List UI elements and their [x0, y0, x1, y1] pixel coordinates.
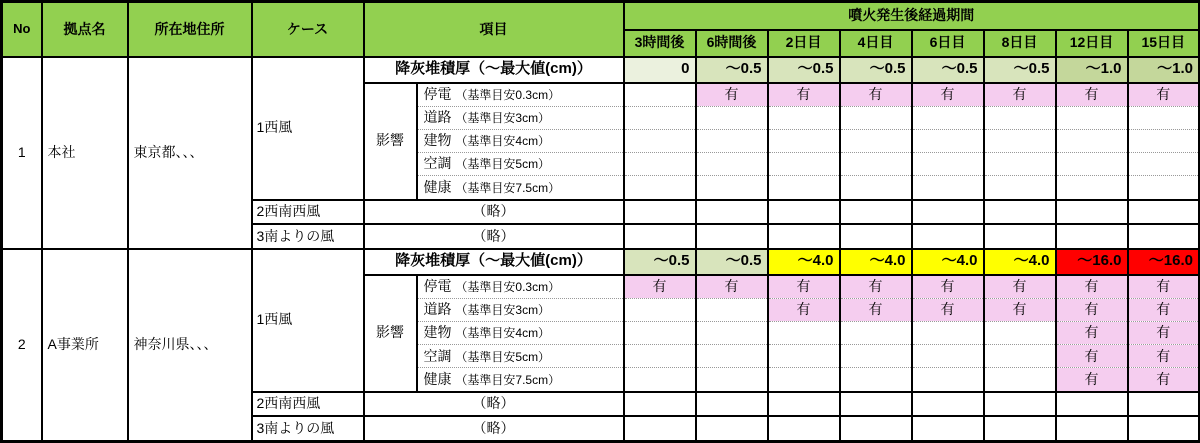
ashfall-row-label: 降灰堆積厚（～最大値(cm)）	[364, 57, 624, 83]
impact-mark-cell	[696, 322, 768, 345]
impact-mark-cell	[840, 130, 912, 153]
impact-mark-cell	[984, 130, 1056, 153]
ashfall-value-cell: ～1.0	[1128, 57, 1200, 83]
impact-item-name: 道路	[423, 301, 452, 318]
impact-mark-cell: 有	[840, 275, 912, 299]
period-cell	[984, 392, 1056, 417]
site-address: 神奈川県、、、	[128, 249, 252, 442]
impact-mark-cell	[768, 176, 840, 200]
impact-mark-cell	[624, 345, 696, 368]
impact-mark-cell	[624, 176, 696, 200]
impact-mark-cell	[912, 368, 984, 392]
period-cell	[1056, 416, 1128, 441]
header-no: No	[2, 2, 42, 57]
impact-item-criteria: （基準目安3cm）	[455, 303, 551, 318]
impact-mark-cell	[912, 176, 984, 200]
header-period-3h: 3時間後	[624, 30, 696, 57]
impact-mark-cell: 有	[1056, 345, 1128, 368]
impact-item-name: 停電	[423, 278, 452, 295]
impact-mark-cell	[912, 322, 984, 345]
ashfall-value-cell: 0	[624, 57, 696, 83]
header-period-day12: 12日目	[1056, 30, 1128, 57]
impact-mark-cell	[696, 153, 768, 176]
period-cell	[1128, 392, 1200, 417]
impact-mark-cell	[984, 322, 1056, 345]
period-cell	[1128, 416, 1200, 441]
impact-item-label	[417, 83, 624, 107]
impact-mark-cell: 有	[984, 298, 1056, 321]
impact-mark-cell	[624, 368, 696, 392]
ashfall-value-cell: ～0.5	[768, 57, 840, 83]
period-cell	[984, 200, 1056, 225]
impact-mark-cell: 有	[1056, 368, 1128, 392]
impact-item-criteria: （基準目安7.5cm）	[455, 180, 561, 195]
impact-mark-cell	[1128, 106, 1200, 129]
impact-mark-cell	[696, 345, 768, 368]
impact-mark-cell	[840, 153, 912, 176]
impact-mark-cell: 有	[840, 298, 912, 321]
impact-mark-cell: 有	[1128, 322, 1200, 345]
impact-mark-cell: 有	[768, 83, 840, 107]
impact-item-criteria: （基準目安7.5cm）	[455, 372, 561, 387]
period-cell	[624, 416, 696, 441]
ashfall-value-cell: ～0.5	[840, 57, 912, 83]
impact-mark-cell: 有	[696, 275, 768, 299]
header-period-day6: 6日目	[912, 30, 984, 57]
impact-mark-cell: 有	[912, 298, 984, 321]
impact-group-label: 影響	[364, 275, 417, 392]
impact-mark-cell	[696, 130, 768, 153]
ashfall-value-cell: ～0.5	[984, 57, 1056, 83]
impact-item-label	[417, 298, 624, 321]
period-cell	[624, 224, 696, 249]
impact-item-label	[417, 153, 624, 176]
period-cell	[696, 416, 768, 441]
period-cell	[624, 392, 696, 417]
impact-item-name: 空調	[423, 155, 452, 172]
ashfall-value-cell: ～4.0	[768, 249, 840, 275]
case-label: 2西南西風	[252, 392, 364, 417]
header-item: 項目	[364, 2, 624, 57]
impact-group-label: 影響	[364, 83, 417, 200]
impact-mark-cell	[1056, 130, 1128, 153]
impact-item-label	[417, 368, 624, 392]
impact-mark-cell	[696, 106, 768, 129]
impact-mark-cell: 有	[912, 83, 984, 107]
ashfall-value-cell: ～0.5	[624, 249, 696, 275]
case-label: 3南よりの風	[252, 416, 364, 441]
period-cell	[912, 224, 984, 249]
impact-mark-cell: 有	[1128, 368, 1200, 392]
impact-item-label	[417, 106, 624, 129]
impact-item-label	[417, 322, 624, 345]
omitted-cell: （略）	[364, 224, 624, 249]
impact-item-criteria: （基準目安5cm）	[455, 157, 551, 172]
impact-mark-cell	[696, 298, 768, 321]
row-no: 2	[2, 249, 42, 442]
header-period-group: 噴火発生後経過期間	[624, 2, 1200, 30]
impact-item-criteria: （基準目安0.3cm）	[455, 88, 561, 103]
impact-mark-cell: 有	[1056, 275, 1128, 299]
impact-mark-cell	[912, 153, 984, 176]
period-cell	[840, 224, 912, 249]
impact-mark-cell: 有	[624, 275, 696, 299]
ashfall-value-cell: ～4.0	[984, 249, 1056, 275]
period-cell	[768, 224, 840, 249]
impact-mark-cell	[768, 368, 840, 392]
header-case: ケース	[252, 2, 364, 57]
impact-item-name: 停電	[423, 86, 452, 103]
impact-mark-cell	[1056, 176, 1128, 200]
impact-mark-cell	[984, 176, 1056, 200]
impact-mark-cell	[984, 368, 1056, 392]
impact-mark-cell	[984, 106, 1056, 129]
impact-item-name: 建物	[423, 132, 452, 149]
impact-mark-cell	[1056, 106, 1128, 129]
impact-item-label	[417, 176, 624, 200]
impact-mark-cell	[840, 176, 912, 200]
period-cell	[768, 392, 840, 417]
impact-mark-cell: 有	[1128, 275, 1200, 299]
impact-mark-cell	[624, 83, 696, 107]
impact-mark-cell: 有	[696, 83, 768, 107]
impact-mark-cell	[768, 130, 840, 153]
period-cell	[840, 200, 912, 225]
impact-mark-cell: 有	[840, 83, 912, 107]
impact-mark-cell: 有	[1128, 345, 1200, 368]
impact-mark-cell	[1128, 176, 1200, 200]
period-cell	[840, 392, 912, 417]
ashfall-value-cell: ～16.0	[1056, 249, 1128, 275]
ashfall-value-cell: ～0.5	[696, 249, 768, 275]
impact-item-criteria: （基準目安5cm）	[455, 349, 551, 364]
impact-item-criteria: （基準目安4cm）	[455, 326, 551, 341]
impact-item-label	[417, 130, 624, 153]
period-cell	[1128, 200, 1200, 225]
impact-mark-cell: 有	[1056, 322, 1128, 345]
impact-mark-cell	[624, 322, 696, 345]
impact-item-label	[417, 275, 624, 299]
impact-mark-cell	[984, 345, 1056, 368]
impact-mark-cell	[840, 368, 912, 392]
impact-mark-cell	[624, 106, 696, 129]
impact-mark-cell	[840, 322, 912, 345]
header-period-6h: 6時間後	[696, 30, 768, 57]
impact-mark-cell	[768, 106, 840, 129]
period-cell	[696, 200, 768, 225]
case-label: 1西風	[252, 57, 364, 200]
impact-item-name: 健康	[423, 370, 452, 387]
impact-item-name: 道路	[423, 109, 452, 126]
ashfall-row-label: 降灰堆積厚（～最大値(cm)）	[364, 249, 624, 275]
period-cell	[984, 224, 1056, 249]
impact-mark-cell	[840, 106, 912, 129]
period-cell	[696, 392, 768, 417]
impact-item-criteria: （基準目安4cm）	[455, 134, 551, 149]
impact-item-name: 建物	[423, 324, 452, 341]
impact-mark-cell	[624, 153, 696, 176]
header-site: 拠点名	[42, 2, 128, 57]
period-cell	[1128, 224, 1200, 249]
impact-mark-cell	[624, 130, 696, 153]
impact-mark-cell: 有	[768, 275, 840, 299]
impact-mark-cell	[624, 298, 696, 321]
period-cell	[696, 224, 768, 249]
period-cell	[840, 416, 912, 441]
impact-mark-cell	[912, 130, 984, 153]
impact-mark-cell: 有	[984, 83, 1056, 107]
ashfall-value-cell: ～0.5	[912, 57, 984, 83]
impact-mark-cell	[912, 106, 984, 129]
impact-mark-cell	[768, 345, 840, 368]
period-cell	[624, 200, 696, 225]
impact-mark-cell: 有	[768, 298, 840, 321]
header-address: 所在地住所	[128, 2, 252, 57]
ashfall-value-cell: ～4.0	[840, 249, 912, 275]
omitted-cell: （略）	[364, 200, 624, 225]
case-label: 1西風	[252, 249, 364, 392]
impact-mark-cell	[912, 345, 984, 368]
site-address: 東京都、、、	[128, 57, 252, 249]
impact-item-criteria: （基準目安3cm）	[455, 111, 551, 126]
period-cell	[1056, 392, 1128, 417]
impact-mark-cell	[1056, 153, 1128, 176]
case-label: 2西南西風	[252, 200, 364, 225]
header-period-day2: 2日目	[768, 30, 840, 57]
period-cell	[984, 416, 1056, 441]
impact-item-label	[417, 345, 624, 368]
header-period-day4: 4日目	[840, 30, 912, 57]
ashfall-value-cell: ～1.0	[1056, 57, 1128, 83]
period-cell	[768, 416, 840, 441]
impact-mark-cell: 有	[1056, 298, 1128, 321]
period-cell	[912, 200, 984, 225]
impact-mark-cell	[840, 345, 912, 368]
impact-mark-cell	[768, 322, 840, 345]
impact-mark-cell: 有	[912, 275, 984, 299]
case-label: 3南よりの風	[252, 224, 364, 249]
impact-mark-cell: 有	[1128, 298, 1200, 321]
impact-mark-cell	[768, 153, 840, 176]
period-cell	[912, 416, 984, 441]
impact-mark-cell	[696, 368, 768, 392]
ashfall-value-cell: ～16.0	[1128, 249, 1200, 275]
impact-mark-cell: 有	[1128, 83, 1200, 107]
site-name: 本社	[42, 57, 128, 249]
impact-item-criteria: （基準目安0.3cm）	[455, 280, 561, 295]
header-period-day8: 8日目	[984, 30, 1056, 57]
ashfall-value-cell: ～0.5	[696, 57, 768, 83]
period-cell	[1056, 224, 1128, 249]
impact-mark-cell	[1128, 130, 1200, 153]
impact-mark-cell: 有	[984, 275, 1056, 299]
period-cell	[768, 200, 840, 225]
impact-item-name: 空調	[423, 347, 452, 364]
impact-item-name: 健康	[423, 178, 452, 195]
row-no: 1	[2, 57, 42, 249]
ashfall-value-cell: ～4.0	[912, 249, 984, 275]
site-name: A事業所	[42, 249, 128, 442]
omitted-cell: （略）	[364, 392, 624, 417]
impact-mark-cell	[984, 153, 1056, 176]
impact-mark-cell	[1128, 153, 1200, 176]
impact-mark-cell	[696, 176, 768, 200]
omitted-cell: （略）	[364, 416, 624, 441]
impact-mark-cell: 有	[1056, 83, 1128, 107]
period-cell	[912, 392, 984, 417]
period-cell	[1056, 200, 1128, 225]
header-period-day15: 15日目	[1128, 30, 1200, 57]
